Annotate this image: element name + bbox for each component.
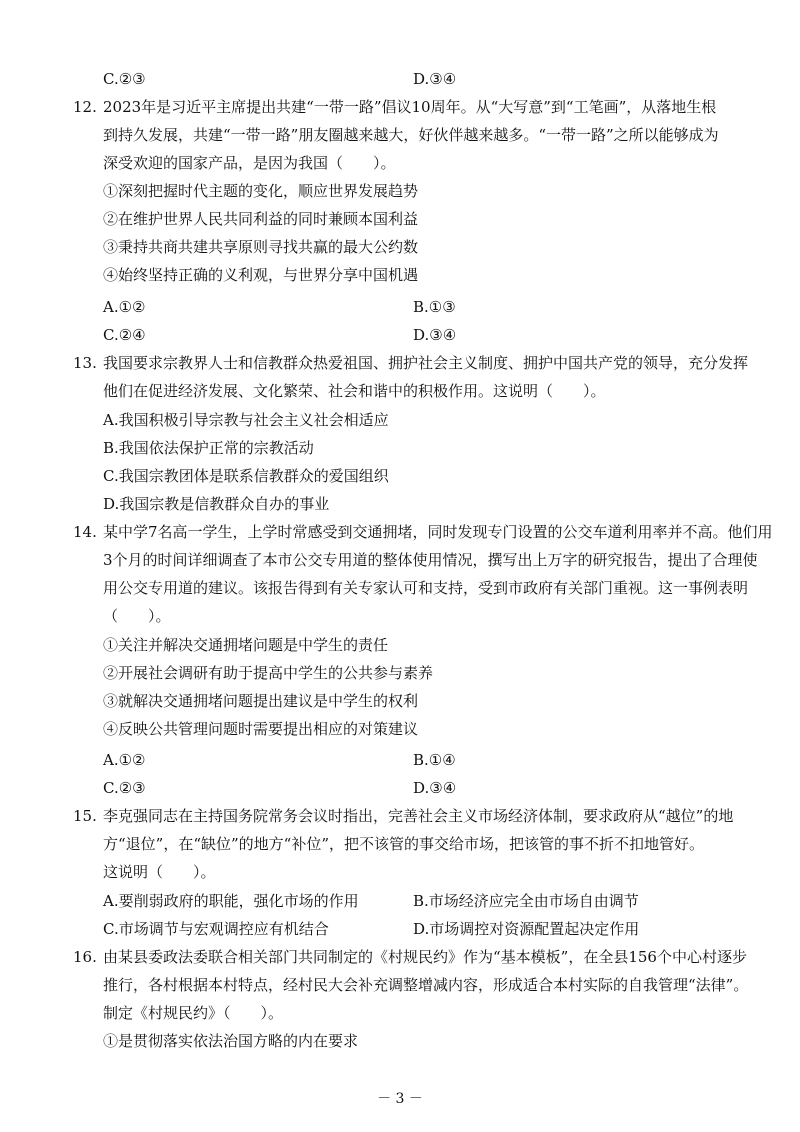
statement: ③就解决交通拥堵问题提出建议是中学生的权利 xyxy=(103,692,419,710)
statement: ①关注并解决交通拥堵问题是中学生的责任 xyxy=(103,636,389,654)
option-d: D.③④ xyxy=(413,70,457,88)
statement: ②开展社会调研有助于提高中学生的公共参与素养 xyxy=(103,664,434,682)
statement: ③秉持共商共建共享原则寻找共赢的最大公约数 xyxy=(103,238,419,256)
option-c: C.②③ xyxy=(103,70,146,88)
question-text-line: 深受欢迎的国家产品，是因为我国（ ）。 xyxy=(103,154,396,172)
option-d: D.③④ xyxy=(413,779,457,797)
statement: ④反映公共管理问题时需要提出相应的对策建议 xyxy=(103,720,419,738)
option-a: A.我国积极引导宗教与社会主义社会相适应 xyxy=(103,411,389,429)
option-a: A.要削弱政府的职能，强化市场的作用 xyxy=(103,892,359,910)
question-number: 15. xyxy=(73,807,97,825)
question-number: 14. xyxy=(73,523,97,541)
statement: ①是贯彻落实依法治国方略的内在要求 xyxy=(103,1032,359,1050)
statement: ①深刻把握时代主题的变化，顺应世界发展趋势 xyxy=(103,182,419,200)
question-text-line: 我国要求宗教界人士和信教群众热爱祖国、拥护社会主义制度、拥护中国共产党的领导，充分发挥 xyxy=(103,354,749,372)
option-c: C.市场调节与宏观调控应有机结合 xyxy=(103,920,329,938)
option-d: D.市场调控对资源配置起决定作用 xyxy=(413,920,640,938)
option-b: B.市场经济应完全由市场自由调节 xyxy=(413,892,639,910)
question-text-line: 到持久发展，共建“一带一路”朋友圈越来越大，好伙伴越来越多。“一带一路”之所以能够成为 xyxy=(103,126,719,144)
question-text-line: 由某县委政法委联合相关部门共同制定的《村规民约》作为“基本模板”，在全县156个中心村逐步 xyxy=(103,948,747,966)
option-b: B.①③ xyxy=(413,298,456,316)
option-c: C.我国宗教团体是联系信教群众的爱国组织 xyxy=(103,467,389,485)
question-number: 12. xyxy=(73,98,97,116)
option-d: D.③④ xyxy=(413,326,457,344)
question-text-line: （ ）。 xyxy=(103,607,171,625)
question-text-line: 方“退位”，在“缺位”的地方“补位”，把不该管的事交给市场，把该管的事不折不扣地管好。 xyxy=(103,835,705,853)
page-number: － 3 － xyxy=(377,1091,423,1107)
question-text-line: 推行，各村根据本村特点，经村民大会补充调整增减内容，形成适合本村实际的自我管理“法律”。 xyxy=(103,976,749,994)
statement: ②在维护世界人民共同利益的同时兼顾本国利益 xyxy=(103,210,419,228)
question-number: 13. xyxy=(73,354,97,372)
question-text-line: 某中学7名高一学生，上学时常感受到交通拥堵，同时发现专门设置的公交车道利用率并不高。他们用 xyxy=(103,523,773,541)
question-text-line: 2023年是习近平主席提出共建“一带一路”倡议10周年。从“大写意”到“工笔画”，从落地生根 xyxy=(103,98,717,116)
option-c: C.②④ xyxy=(103,326,146,344)
option-a: A.①② xyxy=(103,298,146,316)
option-c: C.②③ xyxy=(103,779,146,797)
question-number: 16. xyxy=(73,948,97,966)
question-text-line: 3个月的时间详细调查了本市公交专用道的整体使用情况，撰写出上万字的研究报告，提出了合理使 xyxy=(103,551,758,569)
question-text-line: 这说明（ ）。 xyxy=(103,863,216,881)
question-text-line: 他们在促进经济发展、文化繁荣、社会和谐中的积极作用。这说明（ ）。 xyxy=(103,382,606,400)
option-b: B.我国依法保护正常的宗教活动 xyxy=(103,439,314,457)
question-text-line: 制定《村规民约》（ ）。 xyxy=(103,1004,284,1022)
question-text-line: 用公交专用道的建议。该报告得到有关专家认可和支持，受到市政府有关部门重视。这一事例表明 xyxy=(103,579,749,597)
option-d: D.我国宗教是信教群众自办的事业 xyxy=(103,495,330,513)
option-b: B.①④ xyxy=(413,751,456,769)
question-text-line: 李克强同志在主持国务院常务会议时指出，完善社会主义市场经济体制，要求政府从“越位”的地 xyxy=(103,807,734,825)
statement: ④始终坚持正确的义利观，与世界分享中国机遇 xyxy=(103,266,419,284)
option-a: A.①② xyxy=(103,751,146,769)
